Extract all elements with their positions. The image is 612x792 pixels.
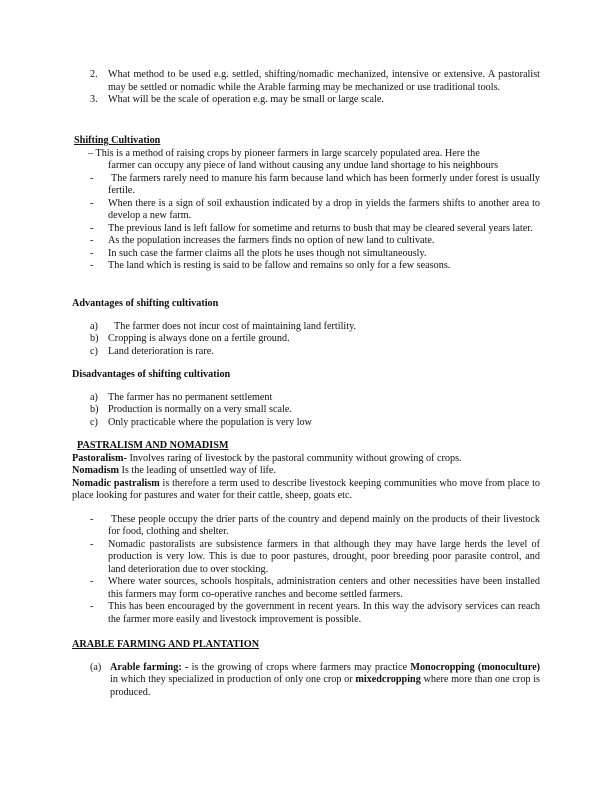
definition: Pastoralism- Involves raring of livestock by the pastoral community without growing of crops. (72, 452, 462, 464)
list-item: - As the population increases the farmers finds no option of new land to cultivate. (90, 235, 435, 246)
method-list (72, 69, 540, 107)
section-heading: Advantages of shifting cultivation (72, 298, 219, 309)
list-item: - These people occupy the drier parts of the country and depend mainly on the products of their livestock for food, clothing and shelter. (90, 513, 540, 537)
intro-continuation: farmer can occupy any piece of land without causing any undue land shortage to his neighbours (108, 160, 499, 171)
list-item: - The land which is resting is said to be fallow and remains so only for a few seasons. (90, 260, 451, 271)
list-item: c) Only practicable where the population is very low (90, 416, 312, 428)
shifting-section (72, 135, 540, 273)
list-item: c) Land deterioration is rare. (90, 345, 214, 357)
list-item: - The previous land is left fallow for sometime and returns to bush that may be cleared several years later. (90, 222, 533, 234)
list-item: a) The farmer does not incur cost of maintaining land fertility. (90, 320, 357, 332)
list-item: - When there is a sign of soil exhaustion indicated by a drop in yields the farmers shifts to another area to develop a new farm. (90, 197, 540, 221)
list-item: - In such case the farmer claims all the plots he uses though not simultaneously. (90, 247, 427, 259)
list-item: a) The farmer has no permanent settlement (90, 391, 273, 403)
definition: Nomadic pastralism is therefore a term used to describe livestock keeping communities who move from place to place looking for pastures and water for their cattle, sheep, goats etc. (72, 477, 540, 501)
list-item: - The farmers rarely need to manure his farm because land which has been formerly under forest is usually fertile. (90, 172, 540, 196)
arable-section (72, 639, 540, 699)
disadvantages-section (72, 369, 540, 429)
list-item: b) Production is normally on a very small scale. (90, 404, 292, 415)
list-item: (a) Arable farming: - is the growing of crops where farmers may practice Monocropping (monoculture) in which they specialized in production of only one crop or mixedcropping where more than one crop is produced. (90, 661, 541, 698)
list-item: - Nomadic pastoralists are subsistence farmers in that although they may have large herds the level of production is very low. This is due to poor pastures, drought, poor breeding poor parasite control, and land deterioration due to over stocking. (90, 538, 540, 575)
list-item: 2. What method to be used e.g. settled, shifting/nomadic mechanized, intensive or extensive. A pastoralist may be settled or nomadic while the Arable farming may be mechanized or use traditional tools. (90, 69, 540, 93)
section-heading: PASTRALISM AND NOMADISM (77, 440, 229, 451)
list-item: - Where water sources, schools hospitals, administration centers and other necessities have been installed this farmers may form co-operative ranches and become settled farmers. (90, 576, 540, 600)
section-heading: ARABLE FARMING AND PLANTATION (72, 639, 260, 650)
definition: Nomadism Is the leading of unsettled way of life. (72, 465, 276, 476)
section-heading: Disadvantages of shifting cultivation (72, 369, 231, 380)
list-item: 3. What will be the scale of operation e.g. may be small or large scale. (90, 94, 384, 105)
intro-line: – This is a method of raising crops by pioneer farmers in large scarcely populated area. Here the (88, 147, 480, 159)
advantages-section (72, 298, 540, 358)
section-heading: Shifting Cultivation (74, 135, 161, 146)
list-item: b) Cropping is always done on a fertile ground. (90, 333, 290, 344)
pastoralism-section (72, 440, 540, 626)
list-item: - This has been encouraged by the government in recent years. In this way the advisory services can reach the farmer more easily and livestock improvement is possible. (90, 601, 540, 625)
